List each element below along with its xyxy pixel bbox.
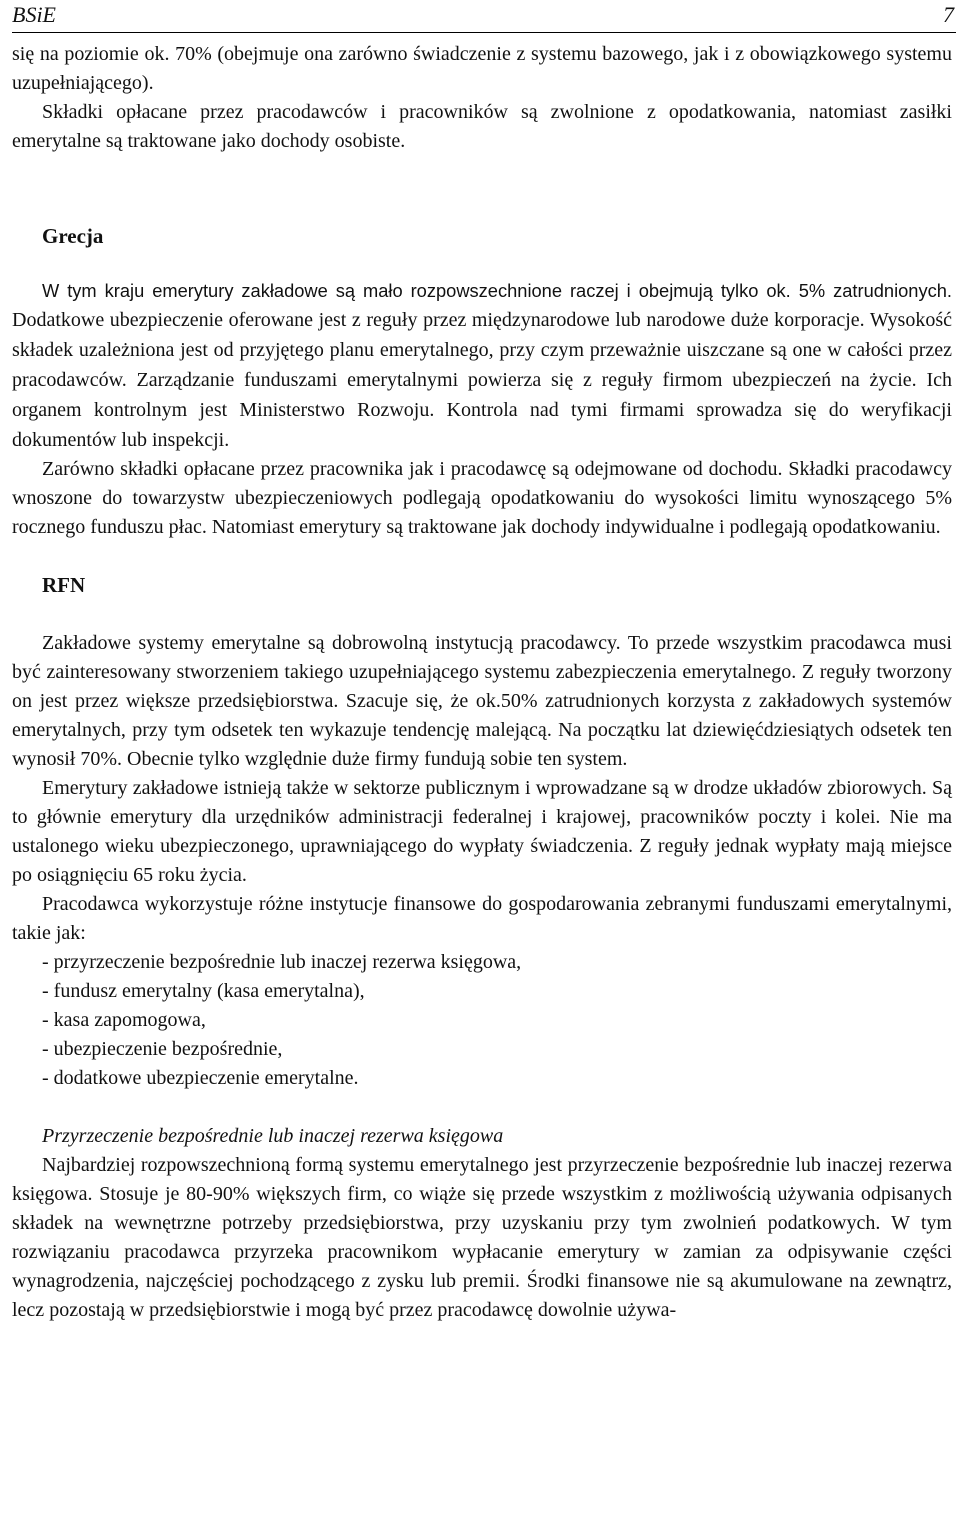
- list-item: - kasa zapomogowa,: [42, 1009, 206, 1031]
- page-header: [12, 0, 956, 33]
- grecja-paragraph-2: Zarówno składki opłacane przez pracownika jak i pracodawcę są odejmowane od dochodu. Składki pracodawcy wnoszone do towarzystw ubezpieczeniowych podlegają opodatkowaniu do wysokości limitu wynoszącego 5% rocznego funduszu płac. Natomiast emerytury są traktowane jak dochody indywidualne i podlegają opodatkowaniu.: [12, 458, 952, 538]
- document-body: [12, 40, 952, 1325]
- list-item: - dodatkowe ubezpieczenie emerytalne.: [42, 1067, 359, 1089]
- intro-paragraph-1: się na poziomie ok. 70% (obejmuje ona zarówno świadczenie z systemu bazowego, jak i z obowiązkowego systemu uzupełniającego).: [12, 43, 952, 94]
- rfn-paragraph-4: Najbardziej rozpowszechnioną formą systemu emerytalnego jest przyrzeczenie bezpośrednie lub inaczej rezerwa księgowa. Stosuje je 80-90% większych firm, co wiąże się przede wszystkim z możliwością używania odpisanych składek na wewnętrzne potrzeby przedsiębiorstwa, przy uzyskaniu przy tym zwolnień podatkowych. W tym rozwiązaniu pracodawca przyrzeka pracownikom wypłacanie emerytury w zamian za odpisywanie części wynagrodzenia, najczęściej pochodzącego z zysku lub premii. Środki finansowe nie są akumulowane na zewnątrz, lecz pozostają w przedsiębiorstwie i mogą być przez pracodawcę dowolnie używa-: [12, 1154, 952, 1321]
- subsection-heading: Przyrzeczenie bezpośrednie lub inaczej rezerwa księgowa: [42, 1125, 504, 1147]
- page-number: 7: [943, 2, 954, 27]
- header-title: BSiE: [12, 2, 56, 27]
- list-item: - przyrzeczenie bezpośrednie lub inaczej rezerwa księgowa,: [42, 951, 522, 973]
- section-heading-rfn: RFN: [42, 573, 86, 597]
- financial-institutions-list: [12, 948, 952, 1093]
- list-item: - fundusz emerytalny (kasa emerytalna),: [42, 980, 365, 1002]
- grecja-paragraph-1a: W tym kraju emerytury zakładowe są mało rozpowszechnione raczej i obejmują tylko ok. 5% zatrudnionych. Dodatkowe ubezpieczenie oferowane jest z reguły przez międzynarodowe lub narodowe duże korporacje. Wysokość składek uzależniona jest od przyjętego planu emerytalnego, przy czym przeważnie uiszczane są one w całości przez pracodawców. Zarządzanie funduszami emerytalnymi powierza się z reguły firmom ubezpieczeń na życie. Ich organem kontrolnym jest Ministerstwo Rozwoju. Kontrola nad tymi firmami sprowadza się do weryfikacji dokumentów lub inspekcji.: [12, 280, 952, 451]
- list-item: - ubezpieczenie bezpośrednie,: [42, 1038, 283, 1060]
- section-heading-grecja: Grecja: [42, 224, 104, 248]
- grecja-paragraph-1b: Dodatkowe ubezpieczenie oferowane jest z reguły przez międzynarodowe lub narodowe duże korporacje. Wysokość składek uzależniona jest od przyjętego planu emerytalnego, przy czym przeważnie uiszczane są one w całości przez pracodawców. Zarządzanie funduszami emerytalnymi powierza się z reguły firmom ubezpieczeń na życie. Ich organem kontrolnym jest Ministerstwo Rozwoju. Kontrola nad tymi firmami sprowadza się do weryfikacji dokumentów lub inspekcji.: [12, 309, 952, 451]
- rfn-paragraph-2: Emerytury zakładowe istnieją także w sektorze publicznym i wprowadzane są w drodze układów zbiorowych. Są to głównie emerytury dla urzędników administracji federalnej i krajowej, pracowników poczty i kolei. Nie ma ustalonego wieku ubezpieczonego, uprawniającego do wypłaty świadczenia. Z reguły jednak wypłaty mają miejsce po osiągnięciu 65 roku życia.: [12, 777, 952, 886]
- intro-paragraph-2: Składki opłacane przez pracodawców i pracowników są zwolnione z opodatkowania, natomiast zasiłki emerytalne są traktowane jako dochody osobiste.: [12, 101, 952, 152]
- rfn-paragraph-1: Zakładowe systemy emerytalne są dobrowolną instytucją pracodawcy. To przede wszystkim pracodawca musi być zainteresowany stworzeniem takiego uzupełniającego systemu zabezpieczenia emerytalnego. Z reguły tworzony on jest przez większe przedsiębiorstwa. Szacuje się, że ok.50% zatrudnionych korzysta z zakładowych systemów emerytalnych, przy tym odsetek ten wykazuje tendencję malejącą. Na początku lat dziewięćdziesiątych odsetek ten wynosił 70%. Obecnie tylko względnie duże firmy fundują sobie ten system.: [12, 632, 952, 770]
- rfn-paragraph-3: Pracodawca wykorzystuje różne instytucje finansowe do gospodarowania zebranymi funduszami emerytalnymi, takie jak:: [12, 893, 952, 944]
